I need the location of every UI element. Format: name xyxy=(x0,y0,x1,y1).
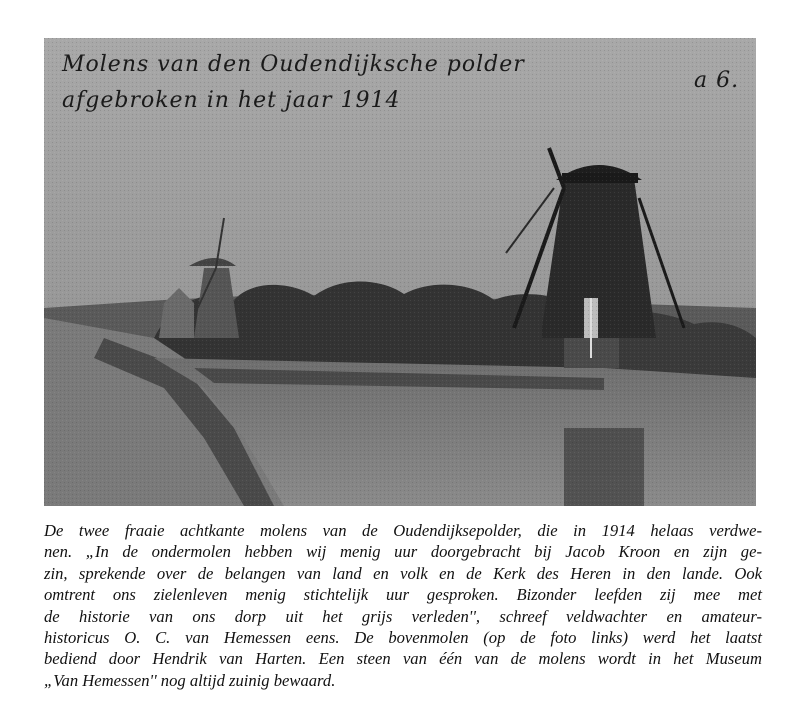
caption-line: zin, sprekende over de belangen van land en volk en de Kerk des Heren in den lande. Ook xyxy=(44,563,762,583)
caption-line: historicus O. C. van Hemessen eens. De bovenmolen (op de foto links) werd het laatst xyxy=(44,628,762,648)
handwritten-caption-line-1: Molens van den Oudendijksche polder xyxy=(62,52,525,77)
caption-line: omtrent ons zielenleven menig stichtelijk uur gesproken. Bizonder leefden zij mee met xyxy=(44,585,762,605)
caption-line: „Van Hemessen'' nog altijd zuinig bewaard. xyxy=(44,670,336,690)
handwritten-caption-line-2: afgebroken in het jaar 1914 xyxy=(62,88,401,113)
photo-caption xyxy=(44,520,762,691)
caption-line: de historie van ons dorp uit het grijs verleden'', schreef veldwachter en amateur- xyxy=(44,606,762,626)
caption-line: De twee fraaie achtkante molens van de Oudendijksepolder, die in 1914 helaas verdwe- xyxy=(44,521,762,540)
windmill-photo xyxy=(44,38,756,506)
handwritten-mark: a 6. xyxy=(694,68,740,93)
caption-line: nen. „In de ondermolen hebben wij menig uur doorgebracht bij Jacob Kroon en zijn ge- xyxy=(44,542,762,562)
caption-line: bediend door Hendrik van Harten. Een steen van één van de molens wordt in het Museum xyxy=(44,649,762,669)
